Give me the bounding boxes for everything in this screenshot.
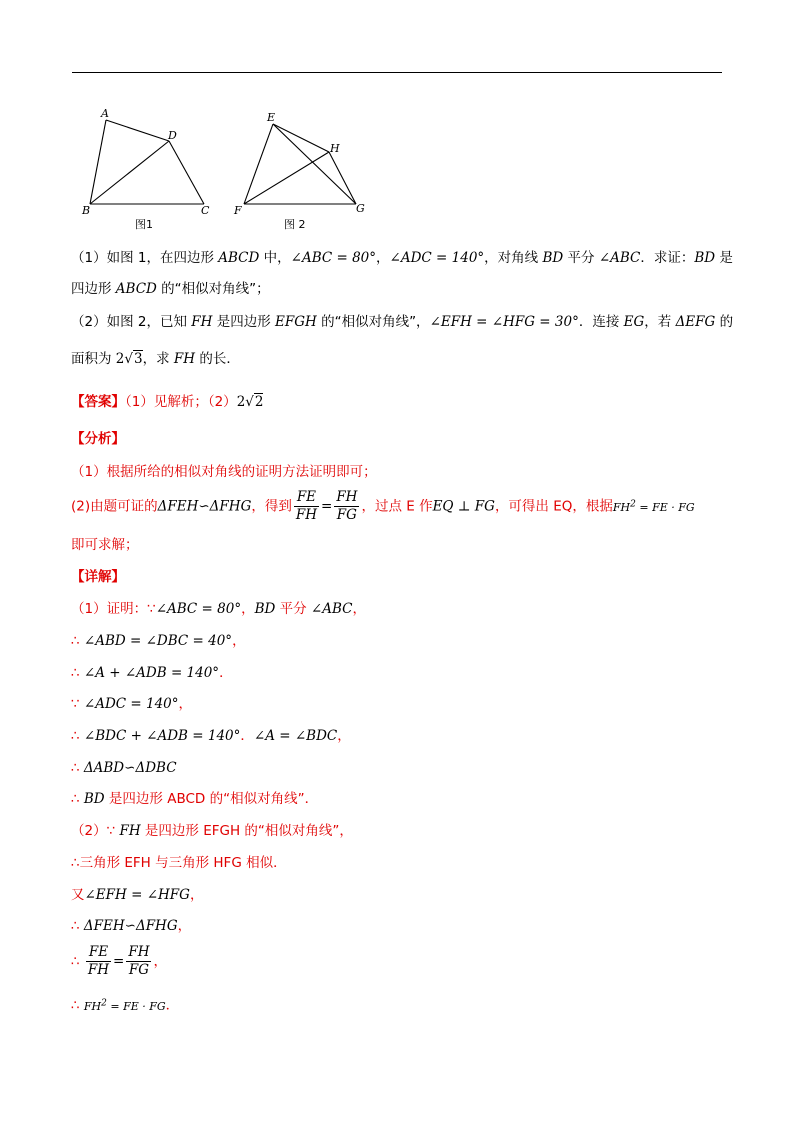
point-b-label: B	[82, 204, 91, 217]
question-1-line-1: （1）如图 1，在四边形 ABCD 中，∠ABC = 80°，∠ADC = 140°，对角线 BD 平分 ∠ABC．求证：BD 是	[71, 250, 733, 266]
detail-step-1: （1）证明：∵∠ABC = 80°，BD 平分 ∠ABC，	[71, 601, 366, 617]
fraction-fe-fh: $\frac{FE}{FH}$	[295, 489, 317, 523]
detail-step-7: ∴ BD 是四边形 ABCD 的“相似对角线”．	[71, 791, 319, 807]
header-rule	[72, 72, 722, 73]
point-d-label: D	[168, 129, 177, 142]
detail-step-9: ∴三角形 EFH 与三角形 HFG 相似．	[71, 855, 287, 871]
edge-ad	[106, 120, 169, 141]
fraction-fh-fg-detail: $\frac{FH}{FG}$	[128, 944, 150, 978]
point-e-label: E	[267, 111, 276, 124]
diagonal-fh	[244, 152, 329, 204]
analysis-line-1: （1）根据所给的相似对角线的证明方法证明即可；	[71, 464, 377, 480]
detail-step-11: ∴ ΔFEH∽ΔFHG，	[71, 918, 192, 934]
detail-step-8: （2）∵ FH 是四边形 EFGH 的“相似对角线”，	[71, 823, 353, 839]
detail-step-12: ∴ $\frac{FE}{FH}$ = $\frac{FH}{FG}$ ，	[71, 944, 167, 978]
detail-step-13: ∴ $FH^2$ = FE · FG．	[71, 997, 180, 1014]
figure-2-svg	[230, 108, 370, 231]
question-2-line-1: （2）如图 2，已知 FH 是四边形 EFGH 的“相似对角线”，∠EFH = ∠HFG = 30°．连接 EG，若 ΔEFG 的	[71, 314, 734, 330]
figure-2-caption: 图 2	[284, 218, 306, 231]
figure-1	[80, 104, 220, 231]
question-1-line-2: 四边形 ABCD 的“相似对角线”；	[71, 281, 270, 297]
detail-step-4: ∵ ∠ADC = 140°，	[71, 696, 193, 712]
detail-tag-line	[71, 567, 125, 587]
fraction-fh-fg: $\frac{FH}{FG}$	[336, 489, 358, 523]
edge-hg	[329, 152, 356, 204]
analysis-tag-line	[71, 429, 125, 449]
detail-step-3: ∴ ∠A + ∠ADB = 140°．	[71, 665, 233, 681]
figure-1-svg	[80, 104, 220, 231]
figure-1-caption: 图1	[135, 218, 153, 231]
analysis-line-3: 即可求解；	[71, 537, 139, 553]
point-c-label: C	[201, 204, 210, 217]
edge-ef	[244, 124, 273, 204]
edge-eh	[273, 124, 329, 152]
edge-ab	[90, 120, 106, 204]
diagonal-eg	[273, 124, 356, 204]
detail-step-5: ∴ ∠BDC + ∠ADB = 140°．∠A = ∠BDC，	[71, 728, 351, 744]
point-f-label: F	[234, 204, 242, 217]
point-a-label: A	[101, 107, 109, 120]
point-h-label: H	[330, 142, 340, 155]
analysis-line-2: (2)由题可证的ΔFEH∽ΔFHG，得到 $\frac{FE}{FH}$ = $\frac{FH}{FG}$ ，过点 E 作EQ ⊥ FG，可得出 EQ，根据$FH^2$ = FE · FG	[71, 489, 695, 523]
question-2-line-2: 面积为 2√3，求 FH 的长．	[71, 351, 240, 367]
analysis-tag: 【分析】	[71, 431, 125, 447]
diagonal-bd	[90, 141, 169, 204]
detail-tag: 【详解】	[71, 569, 125, 585]
answer-line: 【答案】（1）见解析；（2）2√2	[71, 394, 264, 410]
detail-step-10: 又∠EFH = ∠HFG，	[71, 887, 204, 903]
answer-tag: 【答案】	[71, 394, 125, 410]
fraction-fe-fh-detail: $\frac{FE}{FH}$	[87, 944, 110, 978]
figure-2	[230, 108, 370, 232]
detail-step-6: ∴ ΔABD∽ΔDBC	[71, 760, 177, 776]
point-g-label: G	[356, 202, 365, 215]
detail-step-2: ∴ ∠ABD = ∠DBC = 40°，	[71, 633, 246, 649]
edge-dc	[169, 141, 204, 204]
